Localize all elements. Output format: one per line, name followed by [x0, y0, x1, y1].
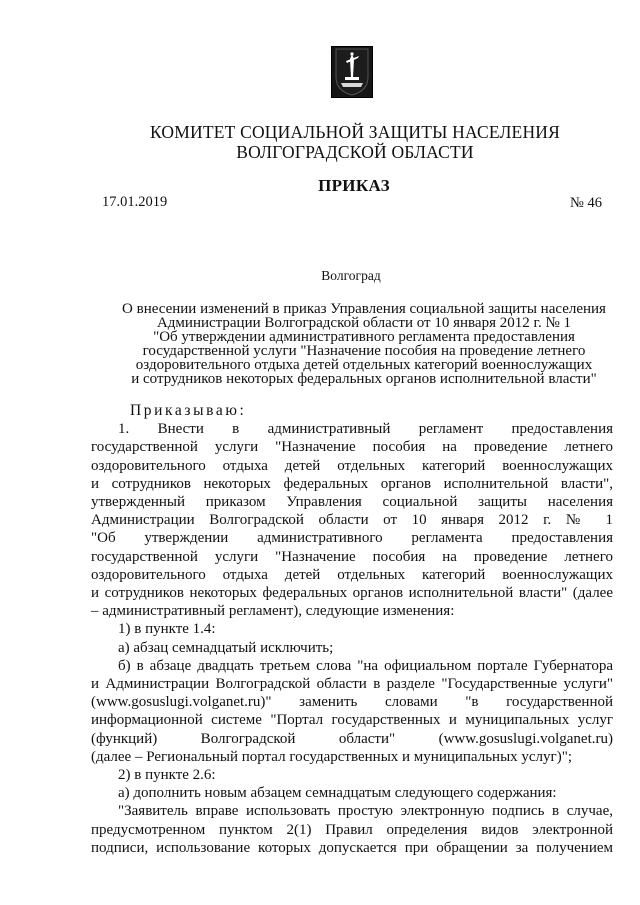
- organization-name-line2: ВОЛГОГРАДСКОЙ ОБЛАСТИ: [236, 142, 474, 162]
- body-line: оздоровительного отдыха детей отдельных категорий военнослужащих: [91, 457, 613, 474]
- body-line: и Администрации Волгоградской области в разделе "Государственные услуги": [91, 676, 613, 693]
- body-line: (далее – Региональный портал государственных и муниципальных услуг)";: [91, 748, 572, 765]
- subject-line: государственной услуги "Назначение пособия на проведение летнего: [142, 343, 586, 359]
- body-line: государственной услуги "Назначение пособия на проведение летнего: [91, 548, 613, 565]
- subject-line: "Об утверждении административного регламента предоставления: [153, 329, 575, 345]
- subject-line: и сотрудников некоторых федеральных органов исполнительной власти": [131, 371, 597, 387]
- volgograd-coat-of-arms-icon: [331, 46, 373, 98]
- document-number: № 46: [570, 195, 602, 211]
- document-subject: [100, 302, 628, 386]
- body-line: Администрации Волгоградской области от 10 января 2012 г. № 1: [91, 512, 613, 529]
- body-line: а) дополнить новым абзацем семнадцатым следующего содержания:: [118, 785, 557, 802]
- body-line: б) в абзаце двадцать третьем слова "на официальном портале Губернатора: [118, 657, 613, 674]
- order-word: Приказываю:: [130, 402, 247, 419]
- body-line: 2) в пункте 2.6:: [118, 767, 216, 784]
- body-line: – административный регламент), следующие изменения:: [91, 603, 455, 620]
- body-line: а) абзац семнадцатый исключить;: [118, 639, 334, 656]
- document-city: Волгоград: [321, 268, 381, 283]
- subject-line: оздоровительного отдыха детей отдельных категорий военнослужащих: [135, 357, 593, 373]
- organization-name-line1: КОМИТЕТ СОЦИАЛЬНОЙ ЗАЩИТЫ НАСЕЛЕНИЯ: [149, 122, 560, 142]
- document-body: [91, 402, 613, 857]
- body-line: (функций) Волгоградской области" (www.gosuslugi.volganet.ru): [91, 730, 613, 747]
- body-line: и сотрудников некоторых федеральных органов исполнительной власти" (далее: [91, 585, 613, 602]
- body-line: предусмотренном пунктом 2(1) Правил определения видов электронной: [91, 821, 613, 838]
- body-line: 1) в пункте 1.4:: [118, 621, 216, 638]
- subject-line: О внесении изменений в приказ Управления социальной защиты населения: [122, 301, 606, 317]
- document-title: ПРИКАЗ: [318, 176, 390, 195]
- subject-line: Администрации Волгоградской области от 10 января 2012 г. № 1: [156, 315, 572, 331]
- body-line: "Заявитель вправе использовать простую электронную подпись в случае,: [118, 803, 613, 820]
- body-line: 1. Внести в административный регламент предоставления: [118, 421, 613, 438]
- body-line: оздоровительного отдыха детей отдельных категорий военнослужащих: [91, 566, 613, 583]
- body-line: и сотрудников некоторых федеральных органов исполнительной власти",: [91, 475, 613, 492]
- body-line: подписи, использование которых допускается при обращении за получением: [91, 839, 613, 856]
- body-line: информационной системе "Портал государственных и муниципальных услуг: [91, 712, 613, 729]
- document-date: 17.01.2019: [102, 194, 168, 210]
- body-line: утвержденный приказом Управления социальной защиты населения: [91, 494, 613, 511]
- body-line: (www.gosuslugi.volganet.ru)" заменить словами "в государственной: [91, 694, 613, 711]
- body-line: "Об утверждении административного регламента предоставления: [91, 530, 613, 547]
- body-line: государственной услуги "Назначение пособия на проведение летнего: [91, 439, 613, 456]
